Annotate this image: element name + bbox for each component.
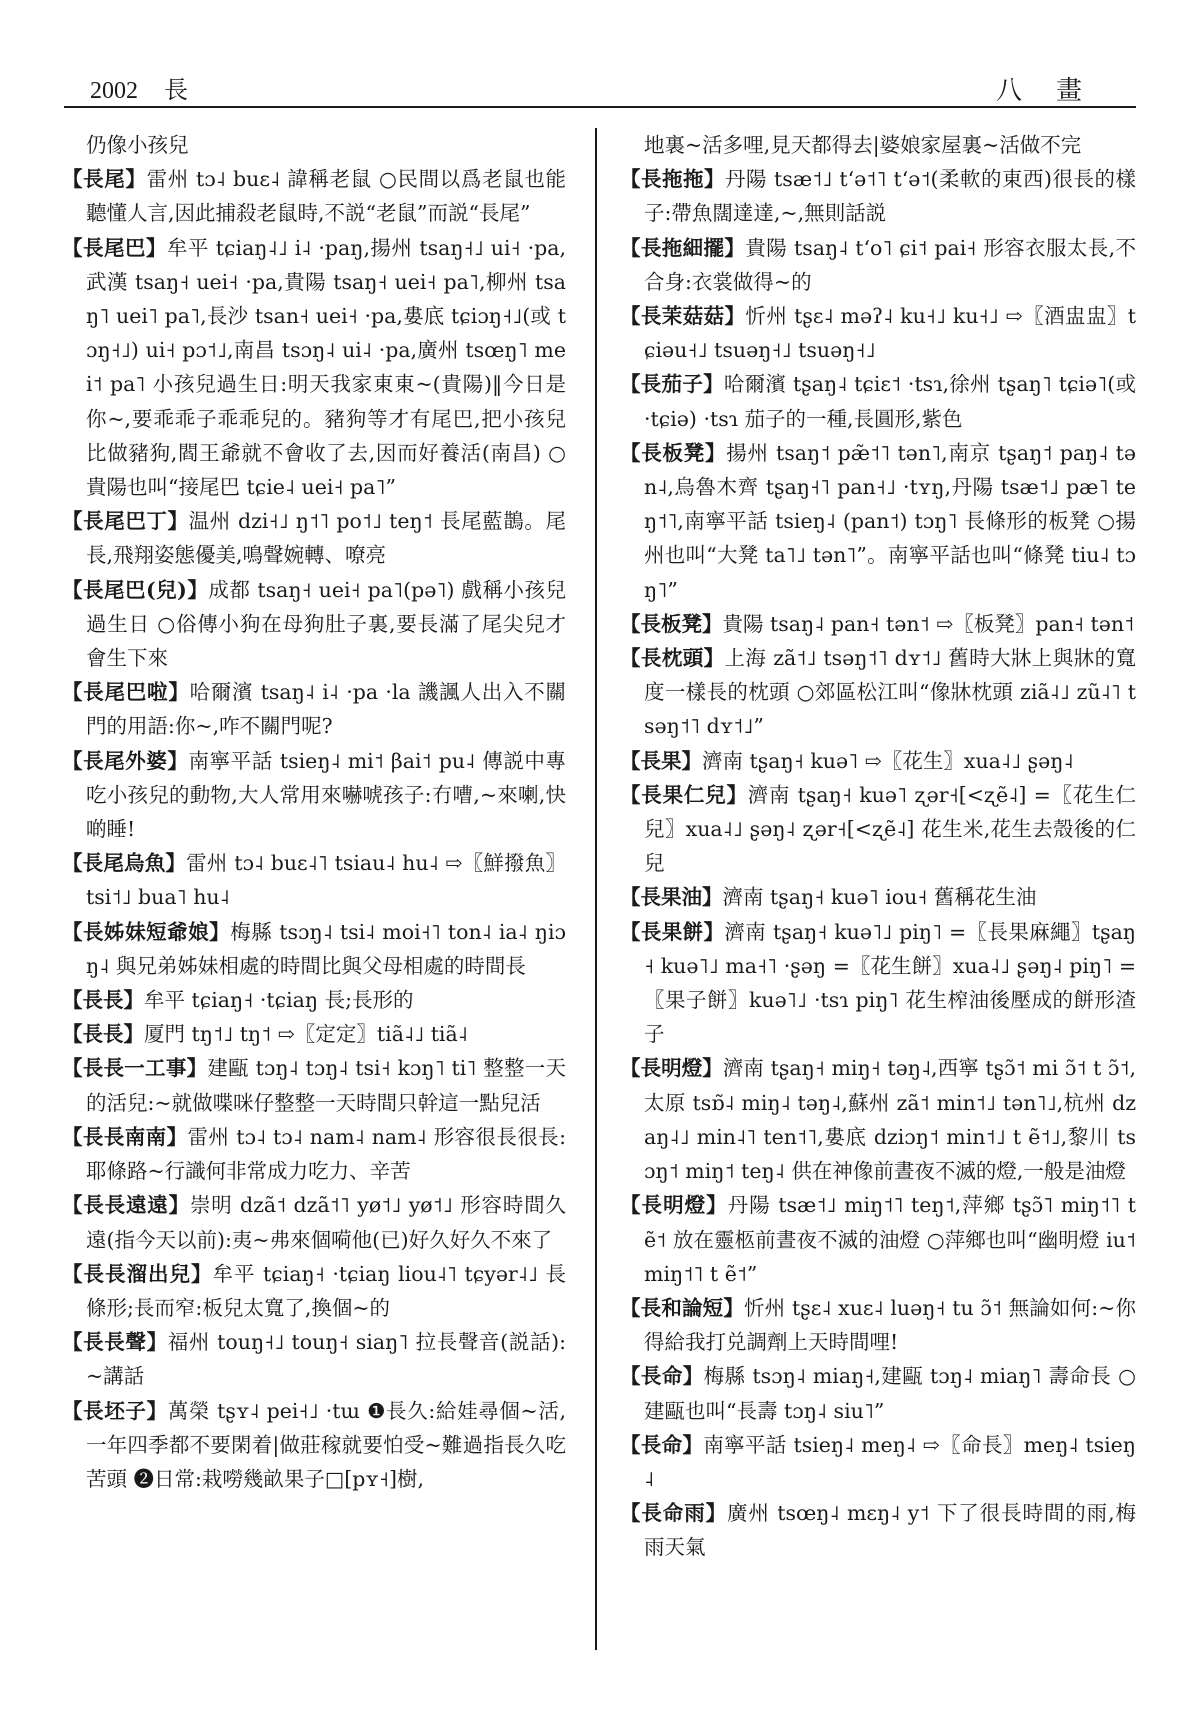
entry-definition: 丹陽 tsæ˦˩ miŋ˦˥ teŋ˦,萍鄉 tʂɔ̃˥ miŋ˦˥ t ẽ˦ 放在靈柩前晝夜不滅的油燈 ○萍鄉也叫“幽明燈 iu˦ miŋ˦˥ t ẽ˦” [644,1193,1137,1286]
dictionary-entry [62,573,566,676]
dictionary-entry [62,983,566,1017]
dictionary-entry [620,1291,1136,1359]
entry-headword: 【長長】 [62,988,144,1013]
header-headword: 長 [164,76,188,104]
entry-headword: 【長尾巴啦】 [62,680,190,705]
entry-headword: 【長尾巴丁】 [62,509,189,534]
entry-definition: 哈爾濱 tʂaŋ˨ tɕiɛ˦ ·tsɿ,徐州 tʂaŋ˥ tɕiə˥(或·tɕiə) ·tsɿ 茄子的一種,長圓形,紫色 [644,372,1137,431]
dictionary-entry [620,744,1136,778]
entry-definition: 廣州 tsœŋ˨ mɛŋ˨ y˦ 下了很長時間的雨,梅雨天氣 [644,1501,1136,1560]
entry-definition: 牟平 tɕiaŋ˨˩ i˨ ·paŋ,揚州 tsaŋ˧˩ ui˧ ·pa,武漢 tsaŋ˧ uei˧ ·pa,貴陽 tsaŋ˧ uei˧ pa˥,柳州 tsaŋ˥ uei˥ pa˥,長沙 tsan˧ uei˧ ·pa,婁底 tɕiɔŋ˧˩(或 tɔŋ˧˩) ui˧ pɔ˦˩,南昌 tsɔŋ˨ ui˨ ·pa,廣州 tsœŋ˥ mei˦ pa˥ 小孩兒過生日:明天我家東東~(貴陽)‖今日是你~,要乖乖子乖乖兒的。豬狗等才有尾巴,把小孩兒比做豬狗,閻王爺就不會收了去,因而好養活(南昌) ○貴陽也叫“接尾巴 tɕie˨ uei˧ pa˥” [86,235,566,500]
dictionary-entry [620,1428,1136,1496]
dictionary-entry [620,880,1136,914]
dictionary-entry [62,1120,566,1188]
left-column [62,128,566,1496]
entry-headword: 【長果仁兒】 [620,782,748,807]
page-number: 2002 [90,78,138,104]
dictionary-entry [620,162,1136,230]
header-left [90,70,188,105]
entry-definition: 牟平 tɕiaŋ˧ ·tɕiaŋ liou˨˥ tɕyər˨˩ 長條形;長而窄:板兒太寬了,換個~的 [86,1261,566,1320]
dictionary-entry [620,607,1136,641]
entry-definition: 崇明 dzã˦ dzã˦˥ yø˦˩ yø˦˩ 形容時間久遠(指今天以前):夷~弗來個嗬他(已)好久好久不來了 [86,1193,566,1252]
page-header [64,66,1136,108]
entry-headword: 【長長一工事】 [62,1056,208,1081]
entry-headword: 【長果餅】 [620,919,725,944]
entry-headword: 【長板凳】 [620,440,727,465]
entry-headword: 【長明燈】 [620,1056,723,1081]
entry-definition: 萬榮 tʂʏ˨ pei˧˩ ·tɯ ❶長久:給娃尋個~活,一年四季都不要閑着|做莊稼就要怕受~難過指長久吃苦頭 ❷日常:栽嘮幾畝果子□[pʏ˧]樹, [86,1398,566,1491]
dictionary-entry [62,1017,566,1051]
dictionary-entry [620,915,1136,1052]
entry-definition: 濟南 tʂaŋ˧ kuə˥ ⇨〖花生〗xua˨˩ ʂəŋ˨ [702,748,1074,773]
entry-headword: 【長明燈】 [620,1193,728,1218]
entry-headword: 【長命】 [620,1364,704,1389]
entry-definition: 哈爾濱 tsaŋ˨ i˨ ·pa ·la 譏諷人出入不關門的用語:你~,咋不關門呢? [86,680,566,739]
dictionary-entry [620,778,1136,881]
dictionary-entry [620,1188,1136,1291]
entry-headword: 【長命】 [620,1432,704,1457]
entry-headword: 【長拖拖】 [620,167,726,192]
entry-headword: 【長尾巴(兒)】 [62,577,209,602]
entry-headword: 【長枕頭】 [620,646,725,671]
entry-headword: 【長長聲】 [62,1330,168,1355]
entry-headword: 【長果油】 [620,885,723,910]
entry-headword: 【長姊妹短爺娘】 [62,919,231,944]
entry-headword: 【長尾烏魚】 [62,851,187,876]
entry-headword: 【長尾巴】 [62,235,167,260]
entry-definition: 雷州 tɔ˨ buɛ˨ 諱稱老鼠 ○民間以爲老鼠也能聽懂人言,因此捕殺老鼠時,不説“老鼠”而説“長尾” [86,167,566,226]
entry-headword: 【長茉菇菇】 [620,304,746,329]
entry-headword: 【長果】 [620,748,702,773]
entry-definition: 貴陽 tsaŋ˨ tʻo˥ ɕi˦ pai˧ 形容衣服太長,不合身:衣裳做得~的 [644,235,1136,294]
entry-definition: 濟南 tʂaŋ˧ kuə˥˩ piŋ˥ =〖長果麻繩〗tʂaŋ˧ kuə˥˩ ma˧˥ ·ʂəŋ =〖花生餅〗xua˨˩ ʂəŋ˨ piŋ˥ =〖果子餅〗kuə˥˩ ·tsɿ piŋ˥ 花生榨油後壓成的餅形渣子 [644,919,1137,1047]
dictionary-entry [620,1051,1136,1188]
dictionary-entry [620,231,1136,299]
entry-definition: 濟南 tʂaŋ˧ kuə˥ ʐər˧[<ʐẽ˨] =〖花生仁兒〗xua˨˩ ʂəŋ˨ ʐər˧[<ʐẽ˨] 花生米,花生去殼後的仁兒 [644,782,1137,876]
entry-definition: 厦門 tŋ˦˩ tŋ˦ ⇨〖定定〗tiã˨˩ tiã˨ [144,1022,468,1047]
entry-definition: 南寧平話 tsieŋ˨ meŋ˨ ⇨〖命長〗meŋ˨ tsieŋ˨ [644,1432,1136,1491]
entry-definition: 濟南 tʂaŋ˧ kuə˥ iou˧ 舊稱花生油 [722,885,1037,910]
entry-definition: 上海 zã˦˩ tsəŋ˦˥ dʏ˦˩ 舊時大牀上與牀的寬度一樣長的枕頭 ○郊區松江叫“像牀枕頭 ziã˨˩ zũ˨˥ tsəŋ˦˥ dʏ˦˩” [644,646,1136,739]
entry-definition: 梅縣 tsɔŋ˨ tsi˨ moi˧˥ ton˨ ia˨ ŋiɔŋ˨ 與兄弟姊妹相處的時間比與父母相處的時間長 [86,919,566,978]
entry-headword: 【長拖細擺】 [620,235,746,260]
entry-headword: 【長板凳】 [620,611,723,636]
entry-headword: 【長長溜出兒】 [62,1261,213,1286]
entry-definition: 丹陽 tsæ˦˩ tʻə˦˥ tʻə˦(柔軟的東西)很長的樣子:帶魚闊達達,~,無則話説 [644,167,1136,226]
section-title: 八畫 [995,76,1116,106]
continuation-text: 地裏~活多哩,見天都得去|婆娘家屋裏~活做不完 [644,133,1082,157]
entry-definition: 牟平 tɕiaŋ˧ ·tɕiaŋ 長;長形的 [144,988,414,1013]
entry-definition: 忻州 tʂɛ˨ xuɛ˨ luəŋ˧ tu ɔ̃˦ 無論如何:~你得給我打兑調劑上天時間哩! [644,1295,1137,1355]
dictionary-entry [62,504,566,572]
dictionary-entry [62,1188,566,1256]
dictionary-entry [620,1496,1136,1564]
right-column [620,128,1136,1565]
entry-definition: 梅縣 tsɔŋ˨ miaŋ˧,建甌 tɔŋ˨ miaŋ˥ 壽命長 ○建甌也叫“長壽 tɔŋ˨ siu˥” [644,1364,1136,1423]
dictionary-entry [620,367,1136,435]
dictionary-entry [620,299,1136,367]
dictionary-entry [62,846,566,914]
entry-definition: 建甌 tɔŋ˨ tɔŋ˨ tsi˧ kɔŋ˥ ti˥ 整整一天的活兒:~就做喋咪仔整整一天時間只幹這一點兒活 [86,1056,566,1115]
entry-headword: 【長尾】 [62,167,147,192]
entry-headword: 【長長遠遠】 [62,1193,190,1218]
entry-definition: 福州 touŋ˧˩ touŋ˧ siaŋ˥ 拉長聲音(説話):~講話 [86,1330,566,1389]
entry-headword: 【長長】 [62,1022,144,1047]
dictionary-entry [62,1394,566,1497]
entry-headword: 【長尾外婆】 [62,748,189,773]
entry-definition: 雷州 tɔ˨ tɔ˨ nam˨ nam˨ 形容很長很長:耶條路~行識何非常成力吃力、辛苦 [86,1124,567,1184]
entry-definition: 温州 dzi˧˩ ŋ˦˥ po˦˩ teŋ˦ 長尾藍鵲。尾長,飛翔姿態優美,鳴聲婉轉、嘹亮 [86,509,566,568]
dictionary-entry [620,1359,1136,1427]
dictionary-entry [62,162,566,230]
entry-list [62,162,566,1496]
entry-definition: 成都 tsaŋ˧ uei˧ pa˥(pə˥) 戲稱小孩兒過生日 ○俗傳小狗在母狗肚子裏,要長滿了尾尖兒才會生下來 [86,577,566,671]
entry-definition: 揚州 tsaŋ˦ pæ̃˦˥ tən˥,南京 tʂaŋ˦ paŋ˨ tən˨,烏魯木齊 tʂaŋ˧˥ pan˧˩ ·tʏŋ,丹陽 tsæ˦˩ pæ˥ teŋ˦˥,南寧平話 tsieŋ˨ (pan˦) tɔŋ˥ 長條形的板凳 ○揚州也叫“大凳 ta˥˩ tən˥”。南寧平話也叫“條凳 tiu˨ tɔŋ˥” [644,440,1136,602]
entry-headword: 【長和論短】 [620,1295,744,1320]
dictionary-entry [62,744,566,847]
entry-definition: 忻州 tʂɛ˨ məʔ˨ ku˧˩ ku˧˩ ⇨〖酒盅盅〗tɕiəu˧˩ tsuəŋ˧˩ tsuəŋ˧˩ [644,304,1136,363]
dictionary-entry [62,915,566,983]
dictionary-entry [62,1051,566,1119]
entry-definition: 濟南 tʂaŋ˧ miŋ˧ təŋ˨,西寧 tʂɔ̃˦ mi ɔ̃˦ t ɔ̃˦,太原 tsɒ̃˨ miŋ˨ təŋ˨,蘇州 zã˦ min˦˩ tən˥˩,杭州 dzaŋ˨˩ min˨˥ ten˦˥,婁底 dziɔŋ˦ min˦˩ t ẽ˦˩,黎川 tsɔŋ˦ miŋ˦ teŋ˨ 供在神像前晝夜不滅的燈,一般是油燈 [644,1056,1136,1184]
entry-headword: 【長坯子】 [62,1398,168,1423]
entry-list [620,162,1136,1564]
dictionary-entry [62,231,566,505]
entry-definition: 貴陽 tsaŋ˨ pan˧ tən˦ ⇨〖板凳〗pan˧ tən˦ [722,611,1135,636]
dictionary-entry [62,1257,566,1325]
entry-headword: 【長命雨】 [620,1501,727,1526]
dictionary-entry [620,436,1136,607]
entry-headword: 【長長南南】 [62,1124,188,1149]
entry-definition: 南寧平話 tsieŋ˨ mi˦ βai˦ pu˨ 傳説中專吃小孩兒的動物,大人常用來嚇唬孩子:冇嘈,~來喇,快啲睡! [86,748,567,842]
entry-headword: 【長茄子】 [620,372,724,397]
dictionary-entry [62,675,566,743]
column-divider [595,128,597,1650]
entry-definition: 雷州 tɔ˨ buɛ˨˥ tsiau˨ hu˨ ⇨〖鮮撥魚〗tsi˦˩ bua˥ hu˨ [86,851,566,910]
continuation-text: 仍像小孩兒 [86,133,189,157]
dictionary-entry [620,641,1136,744]
dictionary-entry [62,1325,566,1393]
